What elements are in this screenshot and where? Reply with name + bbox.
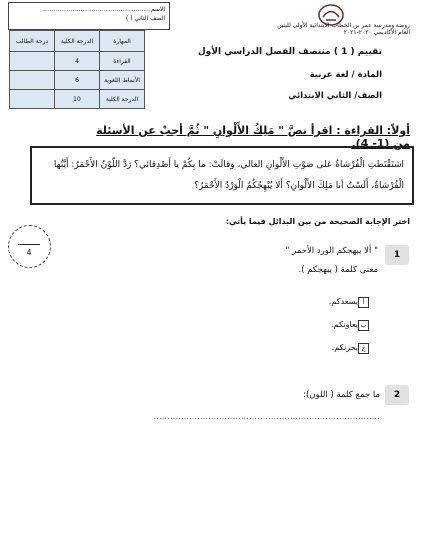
instruction-text: اختر الإجابة الصحيحة من بين البدائل فيما يأتي: [225,217,410,226]
reading-passage [30,146,414,205]
option-text: يعاونكم. [331,320,358,329]
academic-year: العام الأكاديمي ٢٠٢٠-٢٠٢١ [343,29,410,36]
grade-table-header-cell: درجة الطالب [10,31,55,52]
score-circle [8,225,51,268]
grade-table-cell[interactable] [10,52,55,71]
grade-table-row [10,52,145,71]
grade-table-cell: 6 [55,71,100,90]
option-checkbox[interactable]: ب [358,320,369,331]
grade-table-cell: القراءة [100,52,145,71]
student-class-label: الصف الثاني ( ) [125,15,165,22]
grade-table-header-cell: الدرجة الكلية [55,31,100,52]
grade-table-cell[interactable] [10,71,55,90]
grade-table-cell: 10 [55,90,100,109]
question-number: 1 [385,245,409,265]
passage-line: الْفُرْشاةُ، أَلَسْتُ أنا مَلِكَ الأَلْوانِ؟ أَلا يُبْهِجُكُمُ الْوَرْدُ الأَحْمَرُ؟ [194,181,404,191]
question-text: ما جمع كلمة ( اللون): [303,390,380,400]
grade-table-header [10,31,145,52]
score-total: 4 [26,248,32,257]
option-checkbox[interactable]: أ [358,297,369,308]
answer-line[interactable]: ................................................................................... [153,413,380,421]
section-title: أولاً: القراءة : اقرأ نصَّ " مَلِكُ الأَلْوانِ " ثُمَّ أجبْ عن الأسئلة من (1- 4). [96,124,410,150]
school-header [180,8,410,36]
grade-table-cell[interactable] [10,90,55,109]
grade-table-cell: الأنماط اللغوية [100,71,145,90]
grade-table-row [10,71,145,90]
grade-table-row [10,90,145,109]
grade-table-cell: 4 [55,52,100,71]
grade-table-cell: الدرجة الكلية [100,90,145,109]
assessment-title: تقييم ( 1 ) منتصف الفصل الدراسي الأول [197,47,382,57]
passage-line: اشتَقْتَطتِ الْفُرْشاةُ عَلى صَوْتِ الأَلْوانِ العالي، وَقالَتْ: ما بِكُمْ يا أَصْدِقائي؟ رَدَّ اللّوْنُ الأَحْمَرُ: أَيَّتُها [53,160,404,170]
student-info-box [8,2,170,30]
option-text: يسعدكم. [328,297,358,306]
option-checkbox[interactable]: ج [358,343,369,354]
question-text: " ألا يبهجكم الورد الأحمر " [285,246,378,256]
question-prompt: معنى كلمة ( يبهجكم ). [298,265,378,275]
subject-label: المادة / لغة عربية [309,70,382,80]
score-divider [18,244,40,245]
student-name-label: الاسم......................................................... [42,6,165,13]
grade-table-header-cell: المهارة [100,31,145,52]
grade-table [9,30,145,109]
question-number: 2 [385,385,409,405]
grade-label: الصف/ الثاني الابتدائي [288,91,382,101]
school-name: روضة ومدرسة عمر بن الخطاب الابتدائية الأولى للبنين [277,22,410,29]
option-text: يحزنكم. [331,343,358,352]
